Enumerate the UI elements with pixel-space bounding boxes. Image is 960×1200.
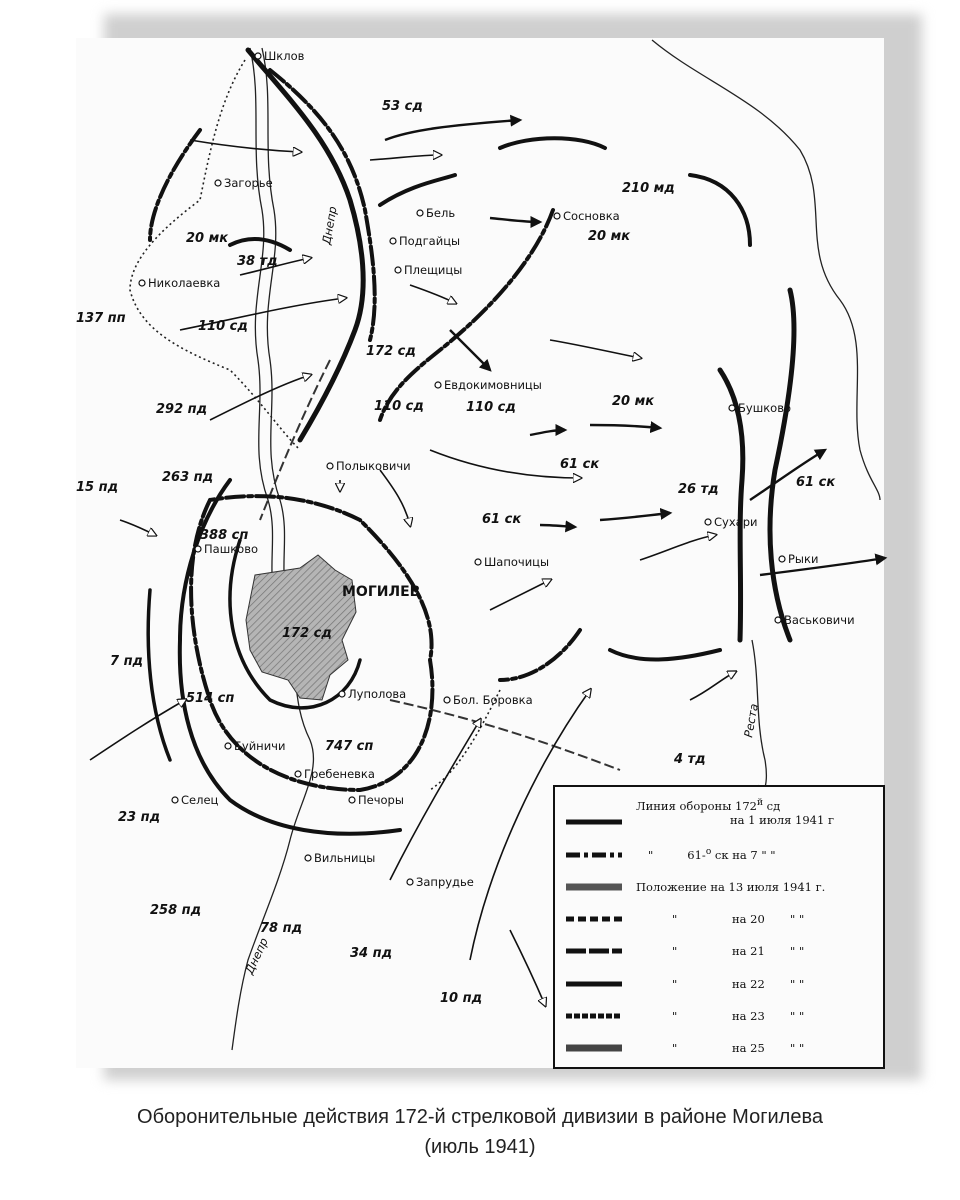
legend-row-1: Линия обороны $172^й$ сд	[636, 798, 781, 813]
legend-row-4-date: на 20	[732, 912, 765, 926]
dnepr-river-bank	[262, 48, 294, 620]
settlement-marker	[705, 519, 711, 525]
unit-label: 15 пд	[76, 480, 119, 495]
legend-row-6-mark: "	[672, 977, 678, 991]
settlement-marker	[339, 691, 345, 697]
line-rykhi	[770, 290, 794, 640]
settlement-marker	[295, 771, 301, 777]
settlement-label: Васьковичи	[784, 613, 855, 627]
unit-label: 23 пд	[118, 810, 161, 825]
settlement-marker	[390, 238, 396, 244]
unit-label: 61 ск	[796, 475, 836, 490]
settlement-marker	[417, 210, 423, 216]
legend-row-3: Положение на 13 июля 1941 г.	[636, 880, 826, 894]
resta-river-line	[652, 40, 880, 500]
unit-label: 292 пд	[156, 402, 208, 417]
legend	[554, 786, 884, 1068]
line-53	[500, 138, 605, 148]
unit-label: 172 сд	[282, 626, 332, 641]
unit-label: 20 мк	[186, 231, 229, 246]
line-210	[690, 175, 750, 245]
unit-label: 172 сд	[366, 344, 416, 359]
legend-box	[554, 786, 884, 1068]
caption-line-1: Оборонительные действия 172-й стрелковой дивизии в районе Могилева	[137, 1106, 823, 1128]
legend-row-6-tail: " "	[790, 977, 805, 991]
settlement-marker	[255, 53, 261, 59]
unit-label: 7 пд	[110, 654, 144, 669]
settlement-marker	[444, 697, 450, 703]
unit-label: 20 мк	[612, 394, 655, 409]
legend-row-5-date: на 21	[732, 944, 765, 958]
settlement-marker	[475, 559, 481, 565]
legend-row-8-mark: "	[672, 1041, 678, 1055]
legend-row-4-mark: "	[672, 912, 678, 926]
settlement-label: Евдокимовницы	[444, 378, 542, 392]
unit-label: 53 сд	[382, 99, 423, 114]
settlement-label: Рыки	[788, 552, 819, 566]
settlement-label: Гребеневка	[304, 767, 375, 781]
unit-label: 38 тд	[237, 254, 278, 269]
settlement-marker	[775, 617, 781, 623]
settlement-label: Сухари	[714, 515, 758, 529]
legend-row-1b: на 1 июля 1941 г	[730, 813, 834, 827]
settlement-marker	[139, 280, 145, 286]
settlement-marker	[395, 267, 401, 273]
settlement-label: Луполова	[348, 687, 407, 701]
unit-label: 110 сд	[374, 399, 424, 414]
line-seltsy	[148, 590, 170, 760]
legend-row-8-tail: " "	[790, 1041, 805, 1055]
unit-label: 514 сп	[186, 691, 235, 706]
legend-row-2: " 61-$^о$ ск на 7 " "	[648, 847, 776, 862]
line-south-front	[610, 650, 720, 659]
defence-lines	[148, 50, 794, 834]
unit-label: 61 ск	[560, 457, 600, 472]
unit-label: 4 тд	[674, 752, 706, 767]
settlement-label: Бель	[426, 206, 456, 220]
unit-label: 137 пп	[76, 311, 126, 326]
line-7-july	[270, 70, 375, 340]
settlement-marker	[225, 743, 231, 749]
unit-label: 34 пд	[350, 946, 393, 961]
settlement-marker	[729, 405, 735, 411]
settlement-marker	[195, 546, 201, 552]
legend-row-6-date: на 22	[732, 977, 765, 991]
unit-label: 388 сп	[200, 528, 249, 543]
legend-row-7-tail: " "	[790, 1009, 805, 1023]
settlement-label: Бол. Боровка	[453, 693, 533, 707]
unit-label: 78 пд	[260, 921, 303, 936]
river-label: Днепр	[319, 205, 340, 246]
line-podgaitsy	[380, 175, 455, 205]
settlement-label: Пашково	[204, 542, 259, 556]
settlement-marker	[172, 797, 178, 803]
settlement-label: Запрудье	[416, 875, 474, 889]
legend-row-5-tail: " "	[790, 944, 805, 958]
settlement-marker	[435, 382, 441, 388]
line-38td	[230, 239, 290, 250]
settlement-label: Селец	[181, 793, 219, 807]
settlement-label: Буйничи	[234, 739, 286, 753]
unit-label: 210 мд	[622, 181, 675, 196]
unit-label: 10 пд	[440, 991, 483, 1006]
unit-label: 26 тд	[678, 482, 719, 497]
caption-line-2: (июль 1941)	[424, 1136, 536, 1158]
river-label: Реста	[741, 702, 761, 739]
unit-label: 61 ск	[482, 512, 522, 527]
settlement-label: Подгайцы	[399, 234, 461, 248]
settlement-label: Вильницы	[314, 851, 376, 865]
legend-row-7-date: на 23	[732, 1009, 765, 1023]
settlement-label: Шклов	[264, 49, 305, 63]
river-label: Днепр	[242, 935, 271, 977]
figure-caption	[0, 1102, 960, 1162]
legend-row-8-date: на 25	[732, 1041, 765, 1055]
settlement-marker	[407, 879, 413, 885]
settlement-marker	[305, 855, 311, 861]
settlement-label: Шапочицы	[484, 555, 550, 569]
settlement-marker	[554, 213, 560, 219]
settlement-label: Печоры	[358, 793, 404, 807]
legend-row-4-tail: " "	[790, 912, 805, 926]
unit-label: 747 сп	[325, 739, 374, 754]
settlement-label: Бушково	[738, 401, 792, 415]
settlement-label: Полыковичи	[336, 459, 411, 473]
unit-label: 110 сд	[466, 400, 516, 415]
settlement-label: Плещицы	[404, 263, 463, 277]
line-borovka	[500, 630, 580, 680]
legend-row-7-mark: "	[672, 1009, 678, 1023]
city-label: МОГИЛЕВ	[342, 584, 421, 600]
unit-label: 263 пд	[162, 470, 214, 485]
settlement-marker	[215, 180, 221, 186]
settlement-marker	[327, 463, 333, 469]
legend-row-5-mark: "	[672, 944, 678, 958]
settlement-marker	[349, 797, 355, 803]
settlements	[139, 49, 855, 889]
unit-label: 20 мк	[588, 229, 631, 244]
line-zagorye	[150, 130, 200, 240]
unit-label: 258 пд	[150, 903, 202, 918]
settlement-label: Сосновка	[563, 209, 620, 223]
line-1-july	[248, 50, 363, 440]
unit-label: 110 сд	[198, 319, 248, 334]
settlement-marker	[779, 556, 785, 562]
settlement-label: Загорье	[224, 176, 273, 190]
settlement-label: Николаевка	[148, 276, 221, 290]
